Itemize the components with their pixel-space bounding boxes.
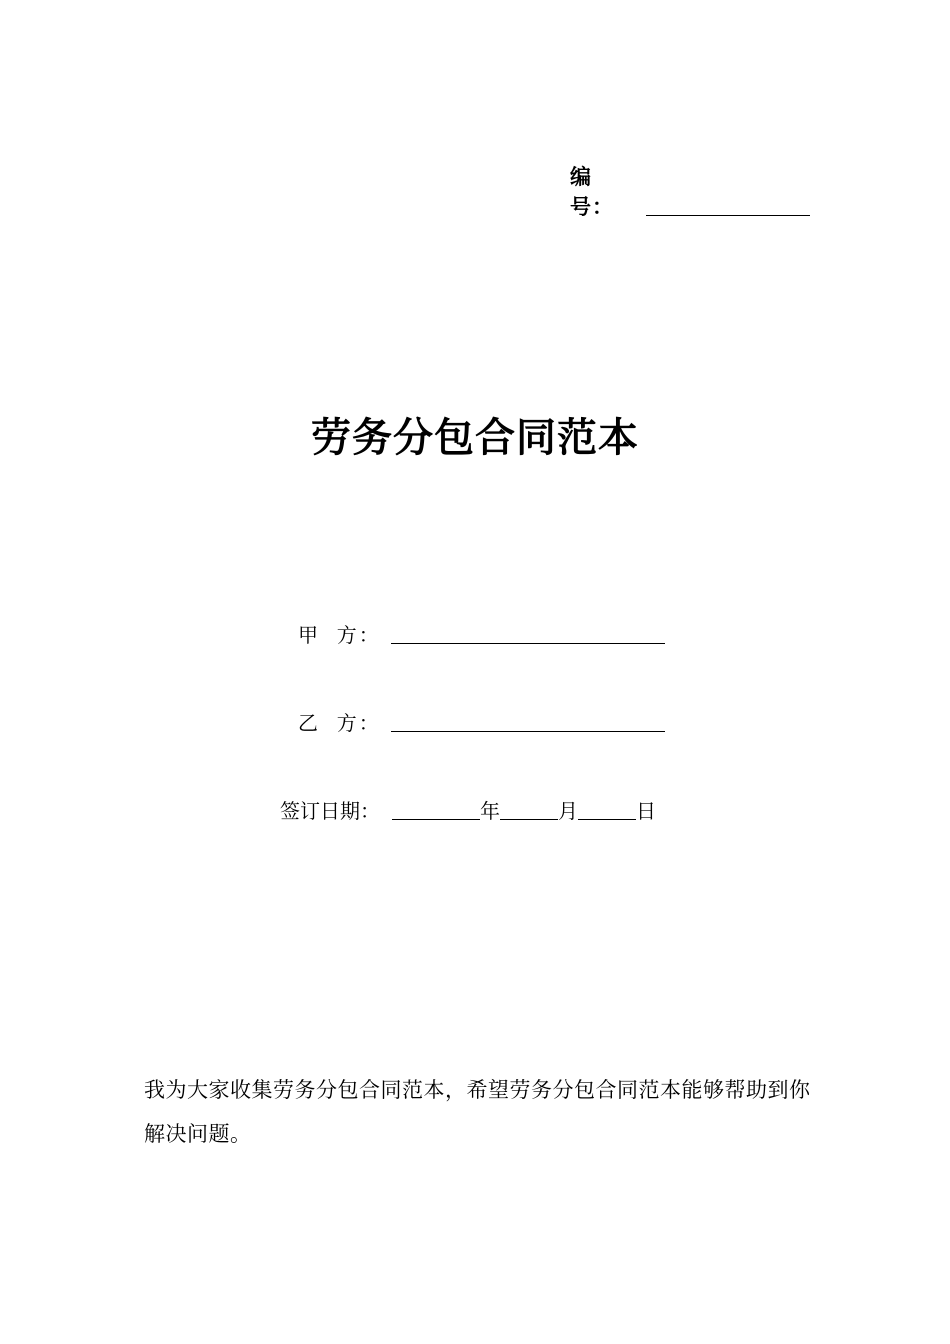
signing-day-blank	[578, 818, 636, 820]
party-a-blank	[391, 642, 665, 644]
party-a-label: 甲 方：	[298, 623, 381, 647]
party-b-blank	[391, 730, 665, 732]
signing-date-label: 签订日期：	[280, 799, 380, 823]
signing-month-blank	[500, 818, 558, 820]
party-b-row	[298, 706, 665, 738]
signing-day-unit: 日	[636, 799, 656, 823]
document-number-blank	[646, 214, 810, 216]
signing-month-unit: 月	[558, 799, 578, 823]
document-number-label: 编号：	[570, 165, 614, 219]
party-a-row	[298, 618, 665, 650]
signing-date-row	[280, 794, 656, 826]
signing-year-unit: 年	[480, 799, 500, 823]
signing-year-blank	[392, 818, 480, 820]
document-title: 劳务分包合同范本	[311, 415, 639, 461]
intro-paragraph: 我为大家收集劳务分包合同范本，希望劳务分包合同范本能够帮助到你解决问题。	[144, 1078, 811, 1146]
party-b-label: 乙 方：	[298, 711, 381, 735]
document-number-row	[570, 165, 810, 222]
